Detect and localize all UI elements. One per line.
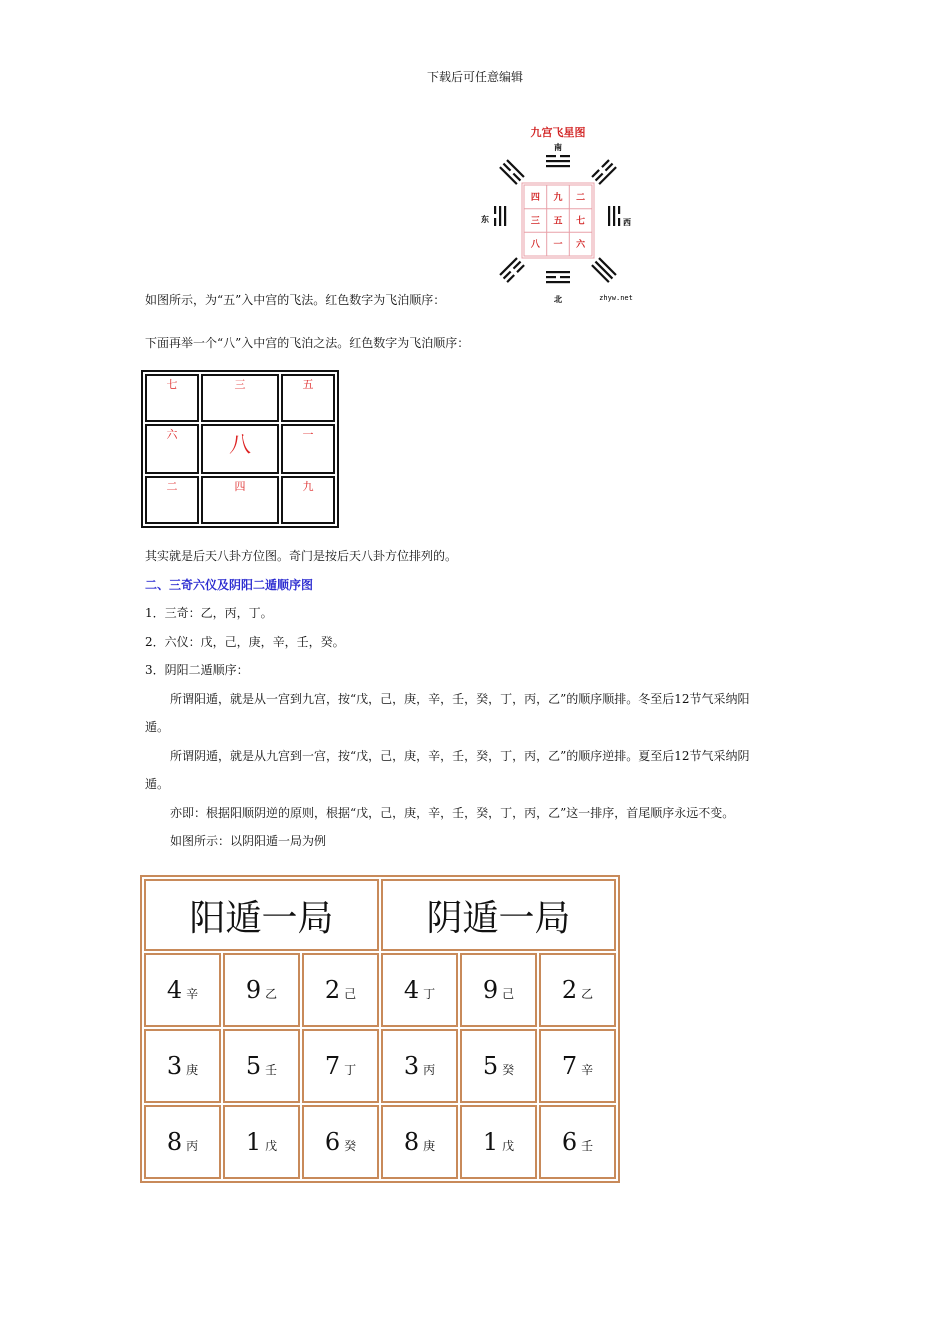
palace-number: 六 <box>576 240 586 251</box>
grid8-cell: 一 <box>281 424 335 474</box>
palace-number: 七 <box>576 216 586 227</box>
page-header: 下载后可任意编辑 <box>426 70 523 84</box>
palace-number: 八 <box>530 240 540 251</box>
trigram-north <box>546 271 570 283</box>
trigram-northwest <box>591 257 617 283</box>
table-cell: 3 丙 <box>381 1029 458 1103</box>
palace-numbers <box>531 191 586 250</box>
table-cell: 4 丁 <box>381 953 458 1027</box>
grid8-cell: 七 <box>145 374 199 422</box>
list-item: 3．阴阳二遁顺序： <box>145 663 249 677</box>
example-caption: 如图所示：以阴阳遁一局为例 <box>170 834 327 848</box>
grid8-center-cell: 八 <box>201 424 279 474</box>
palace-number: 一 <box>553 240 563 251</box>
rule-paragraph: 亦即：根据阳顺阴逆的原则，根据“戊，己，庚，辛，壬，癸，丁，丙，乙”这一排序，首尾顺序永远不变。 <box>170 806 735 820</box>
section-title: 二、三奇六仪及阴阳二遁顺序图 <box>145 578 314 592</box>
table-cell: 2 乙 <box>539 953 616 1027</box>
grid8-cell: 四 <box>201 476 279 524</box>
yang-dun-title: 阳遁一局 <box>144 879 379 951</box>
trigram-south <box>546 155 570 167</box>
list-item: 2．六仪：戊，己，庚，辛，壬，癸。 <box>145 635 345 649</box>
table-cell: 6 壬 <box>539 1105 616 1179</box>
table-cell: 8 丙 <box>144 1105 221 1179</box>
palace-number: 四 <box>530 192 540 203</box>
yin-dun-title: 阴遁一局 <box>381 879 616 951</box>
paragraph-eight-center: 下面再举一个“八”入中宫的飞泊之法。红色数字为飞泊顺序： <box>145 336 470 350</box>
trigram-west <box>608 206 620 226</box>
paragraph-five-center: 如图所示，为“五”入中宫的飞法。红色数字为飞泊顺序： <box>145 293 446 307</box>
palace-number: 五 <box>553 216 563 227</box>
palace-number: 二 <box>576 192 586 203</box>
dun-table <box>140 875 620 1183</box>
trigram-southwest <box>591 159 617 185</box>
grid8-cell: 六 <box>145 424 199 474</box>
table-cell: 1 戊 <box>223 1105 300 1179</box>
palace-number: 九 <box>553 192 563 203</box>
table-cell: 5 癸 <box>460 1029 537 1103</box>
table-cell: 9 己 <box>460 953 537 1027</box>
yin-paragraph: 所谓阴遁，就是从九宫到一宫，按“戊，己，庚，辛，壬，癸，丁，丙，乙”的顺序逆排。夏至后12节气采纳阴 <box>170 749 750 763</box>
trigram-southeast <box>499 159 525 185</box>
yang-paragraph-end: 遁。 <box>145 720 170 734</box>
paragraph-bagua: 其实就是后天八卦方位图。奇门是按后天八卦方位排列的。 <box>145 549 458 563</box>
grid8-cell: 九 <box>281 476 335 524</box>
grid8-cell: 三 <box>201 374 279 422</box>
table-cell: 2 己 <box>302 953 379 1027</box>
nine-palace-diagram <box>474 122 644 306</box>
yin-paragraph-end: 遁。 <box>145 777 170 791</box>
north-label: 北 <box>554 295 562 304</box>
west-label: 西 <box>623 218 631 227</box>
palace-number: 三 <box>530 216 540 227</box>
east-label: 东 <box>481 215 489 224</box>
diagram-title: 九宫飞星图 <box>530 126 586 139</box>
south-label: 南 <box>554 143 562 152</box>
table-cell: 9 乙 <box>223 953 300 1027</box>
grid8-cell: 五 <box>281 374 335 422</box>
trigram-east <box>494 206 506 226</box>
grid8-cell: 二 <box>145 476 199 524</box>
list-item: 1．三奇：乙，丙，丁。 <box>145 606 273 620</box>
table-cell: 6 癸 <box>302 1105 379 1179</box>
table-cell: 1 戊 <box>460 1105 537 1179</box>
table-cell: 7 丁 <box>302 1029 379 1103</box>
watermark: zhyw.net <box>599 294 633 302</box>
table-cell: 7 辛 <box>539 1029 616 1103</box>
table-cell: 3 庚 <box>144 1029 221 1103</box>
table-cell: 4 辛 <box>144 953 221 1027</box>
table-cell: 8 庚 <box>381 1105 458 1179</box>
table-cell: 5 壬 <box>223 1029 300 1103</box>
eight-center-grid <box>141 370 339 528</box>
trigram-northeast <box>499 257 525 283</box>
yang-paragraph: 所谓阳遁，就是从一宫到九宫，按“戊，己，庚，辛，壬，癸，丁，丙，乙”的顺序顺排。冬至后12节气采纳阳 <box>170 692 750 706</box>
